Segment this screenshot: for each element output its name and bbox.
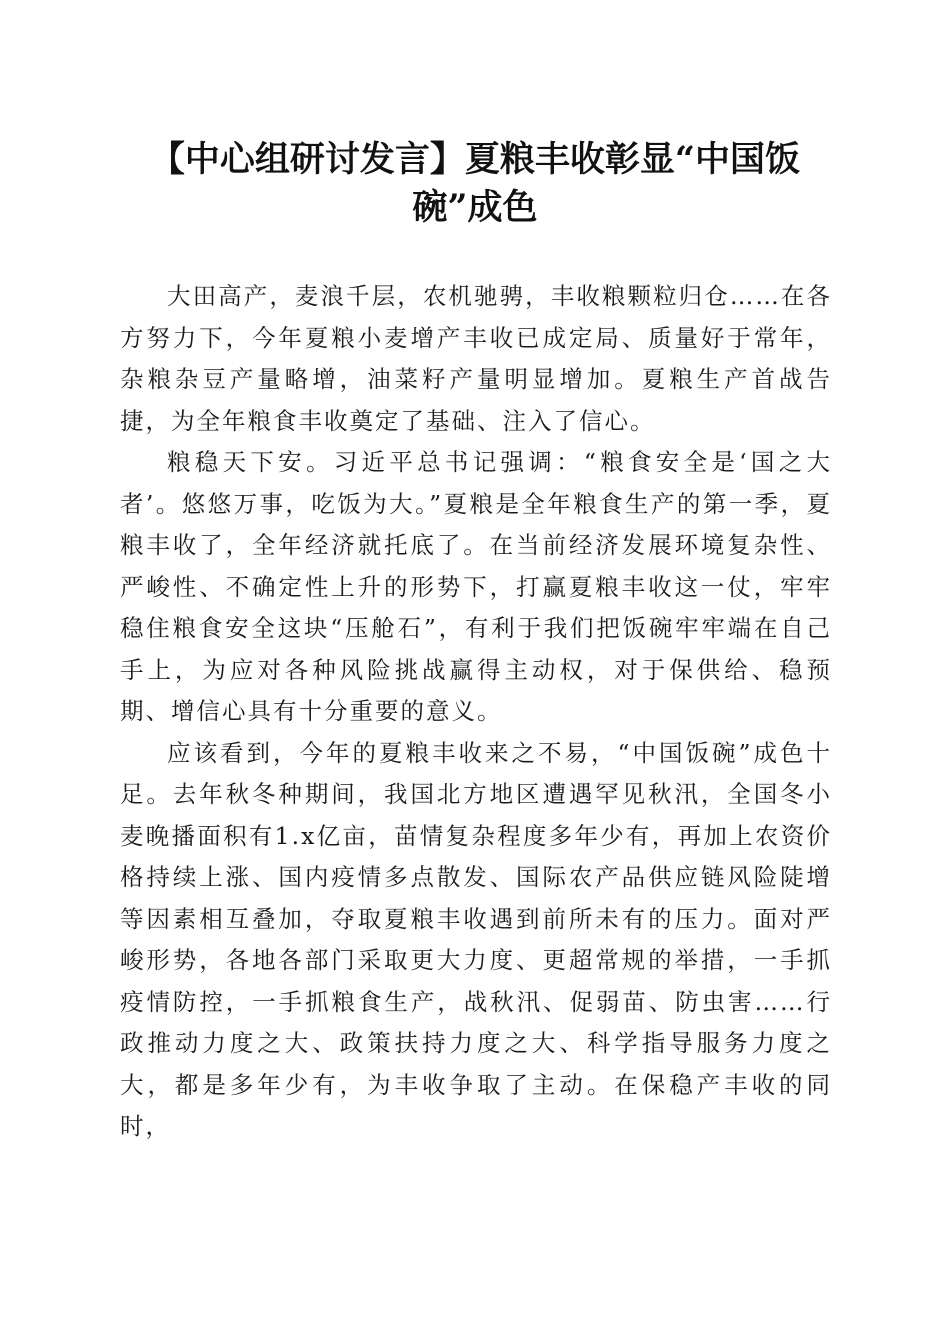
paragraph: 大田高产，麦浪千层，农机驰骋，丰收粮颗粒归仓……在各方努力下，今年夏粮小麦增产丰收已成定局、质量好于常年，杂粮杂豆产量略增，油菜籽产量明显增加。夏粮生产首战告捷，为全年粮食丰收奠定了基础、注入了信心。 [120,282,832,435]
document-title [120,136,830,232]
document-body [120,276,832,1148]
title-line-2: 碗”成色 [412,187,538,228]
paragraph: 应该看到，今年的夏粮丰收来之不易，“中国饭碗”成色十足。去年秋冬种期间，我国北方地区遭遇罕见秋汛，全国冬小麦晚播面积有1.x亿亩，苗情复杂程度多年少有，再加上农资价格持续上涨、国内疫情多点散发、国际农产品供应链风险陡增等因素相互叠加，夺取夏粮丰收遇到前所未有的压力。面对严峻形势，各地各部门采取更大力度、更超常规的举措，一手抓疫情防控，一手抓粮食生产，战秋汛、促弱苗、防虫害……行政推动力度之大、政策扶持力度之大、科学指导服务力度之大，都是多年少有，为丰收争取了主动。在保稳产丰收的同时， [120,738,832,1140]
title-line-1: 【中心组研讨发言】夏粮丰收彰显“中国饭 [149,139,801,180]
paragraph: 粮稳天下安。习近平总书记强调：“粮食安全是‘国之大者’。悠悠万事，吃饭为大。”夏粮是全年粮食生产的第一季，夏粮丰收了，全年经济就托底了。在当前经济发展环境复杂性、严峻性、不确定性上升的形势下，打赢夏粮丰收这一仗，牢牢稳住粮食安全这块“压舱石”，有利于我们把饭碗牢牢端在自己手上，为应对各种风险挑战赢得主动权，对于保供给、稳预期、增信心具有十分重要的意义。 [120,448,832,725]
